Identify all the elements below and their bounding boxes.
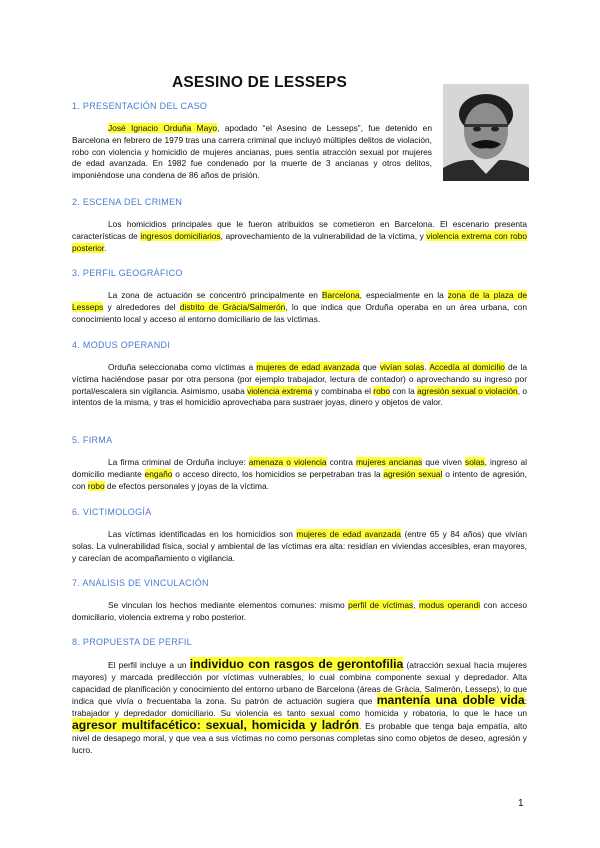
section-1-paragraph — [72, 123, 432, 182]
paragraph-text: con la — [390, 385, 418, 396]
section-8-paragraph — [72, 659, 527, 756]
section-5-heading: 5. FIRMA — [72, 435, 113, 445]
paragraph-text: Orduña seleccionaba como víctimas a — [108, 362, 257, 372]
section-4-paragraph — [72, 362, 527, 409]
paragraph-text: (atracción sexual hacia mujeres mayores) y marcada predilección por víctimas vulnerables, lo cual combina componente sexual y depredador. Alta capacidad de planificación y conocimiento del entorno urbano de Barcelona (áreas de Gràcia, Salmerón, Lesseps), lo que indica que vivía o frecuentaba la zona. Su patrón de actuación sugiera que — [72, 660, 527, 707]
section-7-paragraph — [72, 600, 527, 624]
highlighted-text: distrito de Gràcia/Salmerón — [179, 301, 286, 312]
highlighted-text: modus operandi — [418, 600, 481, 610]
paragraph-text: Los homicidios principales que le fueron atribuidos se cometieron en Barcelona. El escenario presenta características de — [72, 219, 527, 241]
paragraph-text: . Es probable que tenga baja empatía, alto nivel de desapego moral, y que vea a sus víctimas no como personas completas sino como objetos de deseo, agresión y lucro. — [72, 720, 527, 755]
page-number: 1 — [518, 798, 524, 809]
emphasized-text: individuo con rasgos de gerontofilia — [189, 657, 404, 671]
paragraph-text: . — [104, 242, 107, 253]
paragraph-text: (entre 65 y 84 años) que vivían solas. La vulnerabilidad física, social y ambiental de las víctimas era alta: residían en viviendas accesibles, eran mayores, y carecían de acompañamiento o vigilancia. — [72, 529, 527, 563]
paragraph-text: , — [413, 600, 419, 610]
paragraph-text: Las víctimas identificadas en los homicidios son — [108, 529, 297, 539]
paragraph-text: y alrededores del — [103, 301, 180, 312]
paragraph-text: , ingreso al domicilio mediante — [72, 457, 527, 479]
section-1-heading: 1. PRESENTACIÓN DEL CASO — [72, 101, 208, 111]
highlighted-text: agresión sexual o violación — [417, 385, 518, 396]
paragraph-text: o acceso directo, los homicidios se perpetraban tras la — [172, 468, 384, 479]
section-2-heading: 2. ESCENA DEL CRIMEN — [72, 197, 183, 207]
highlighted-text: zona de la plaza de Lesseps — [72, 290, 527, 312]
section-3-paragraph — [72, 290, 527, 325]
highlighted-text: violencia extrema con robo posterior — [72, 230, 527, 253]
paragraph-text: La firma criminal de Orduña incluye: — [108, 457, 249, 467]
highlighted-text: mujeres de edad avanzada — [296, 529, 401, 539]
paragraph-text: Se vinculan los hechos mediante elementos comunes: mismo — [108, 600, 349, 610]
section-7-heading: 7. ANÁLISIS DE VINCULACIÓN — [72, 578, 209, 588]
highlighted-text: mujeres de edad avanzada — [256, 362, 360, 372]
section-6-paragraph — [72, 529, 527, 564]
paragraph-text: La zona de actuación se concentró principalmente en — [108, 290, 322, 300]
paragraph-text: , especialmente en la — [359, 290, 448, 300]
paragraph-text: que — [359, 362, 380, 372]
paragraph-text: de la víctima haciéndose pasar por otra persona (por ejemplo trabajador, lectura de contador) o aprovechando su ingreso por portal/escalera sin vigilancia. Asimismo, usaba — [72, 362, 527, 396]
paragraph-text: , o intentos de la misma, y tras el homicidio aprovechaba para sustraer joyas, dinero y objetos de valor. — [72, 385, 528, 408]
highlighted-text: José Ignacio Orduña Mayo — [108, 123, 218, 133]
highlighted-text: Barcelona — [321, 290, 360, 300]
section-2-paragraph — [72, 219, 527, 254]
paragraph-text: , lo que indica que Orduña operaba en un área urbana, con conocimiento local y acceso al entorno domiciliario de las víctimas. — [72, 301, 527, 324]
document-title: ASESINO DE LESSEPS — [172, 74, 348, 91]
paragraph-text: o intento de agresión, con — [72, 468, 528, 491]
paragraph-text: y combinaba el — [312, 385, 374, 396]
paragraph-text: , aprovechamiento de la vulnerabilidad de la víctima, y — [220, 230, 427, 241]
highlighted-text: amenaza o violencia — [248, 457, 327, 467]
highlighted-text: solas — [465, 457, 485, 467]
section-4-heading: 4. MODUS OPERANDI — [72, 340, 171, 350]
highlighted-text: vivían solas — [379, 362, 425, 372]
paragraph-text: que viven — [422, 457, 466, 467]
section-8-heading: 8. PROPUESTA DE PERFIL — [72, 637, 192, 647]
paragraph-text: , apodado “el Asesino de Lesseps”, fue detenido en Barcelona en febrero de 1979 tras una carrera criminal que incluyó múltiples delitos de violación, robo con violencia y homicidio de mujeres ancianas, pues sentía atracción sexual por mujeres de edad avanzada. En 1982 fue condenado por la muerte de 3 ancianas y otros delitos, imponiéndose una condena de 86 años de prisión. — [72, 123, 432, 181]
emphasized-text: agresor multifacético: sexual, homicida y ladrón — [72, 717, 359, 732]
section-3-heading: 3. PERFIL GEOGRÁFICO — [72, 268, 183, 278]
portrait-photo — [443, 84, 529, 181]
section-6-heading: 6. VICTIMOLOGÍA — [72, 507, 152, 517]
paragraph-text: El perfil incluye a un — [108, 660, 190, 670]
paragraph-text: con acceso domiciliario, violencia extrema y robo posterior. — [72, 600, 528, 622]
highlighted-text: mujeres ancianas — [355, 457, 423, 467]
highlighted-text: perfil de víctimas — [348, 600, 414, 610]
paragraph-text: : trabajador y depredador domiciliario. Su violencia es tanto sexual como homicida y robatoria, lo que le hace un — [72, 696, 528, 719]
emphasized-text: mantenía una doble vida — [376, 693, 525, 708]
section-5-paragraph — [72, 457, 527, 492]
paragraph-text: . — [424, 362, 430, 372]
highlighted-text: violencia extrema — [247, 385, 313, 396]
highlighted-text: ingresos domiciliarios — [140, 230, 221, 241]
highlighted-text: robo — [373, 385, 391, 396]
paragraph-text: de efectos personales y joyas de la víctima. — [104, 480, 269, 491]
highlighted-text: robo — [87, 480, 105, 491]
paragraph-text: contra — [326, 457, 356, 467]
highlighted-text: engaño — [144, 468, 173, 479]
highlighted-text: agresión sexual — [383, 468, 443, 479]
highlighted-text: Accedía al domicilio — [429, 362, 505, 372]
portrait-icon — [443, 84, 529, 181]
